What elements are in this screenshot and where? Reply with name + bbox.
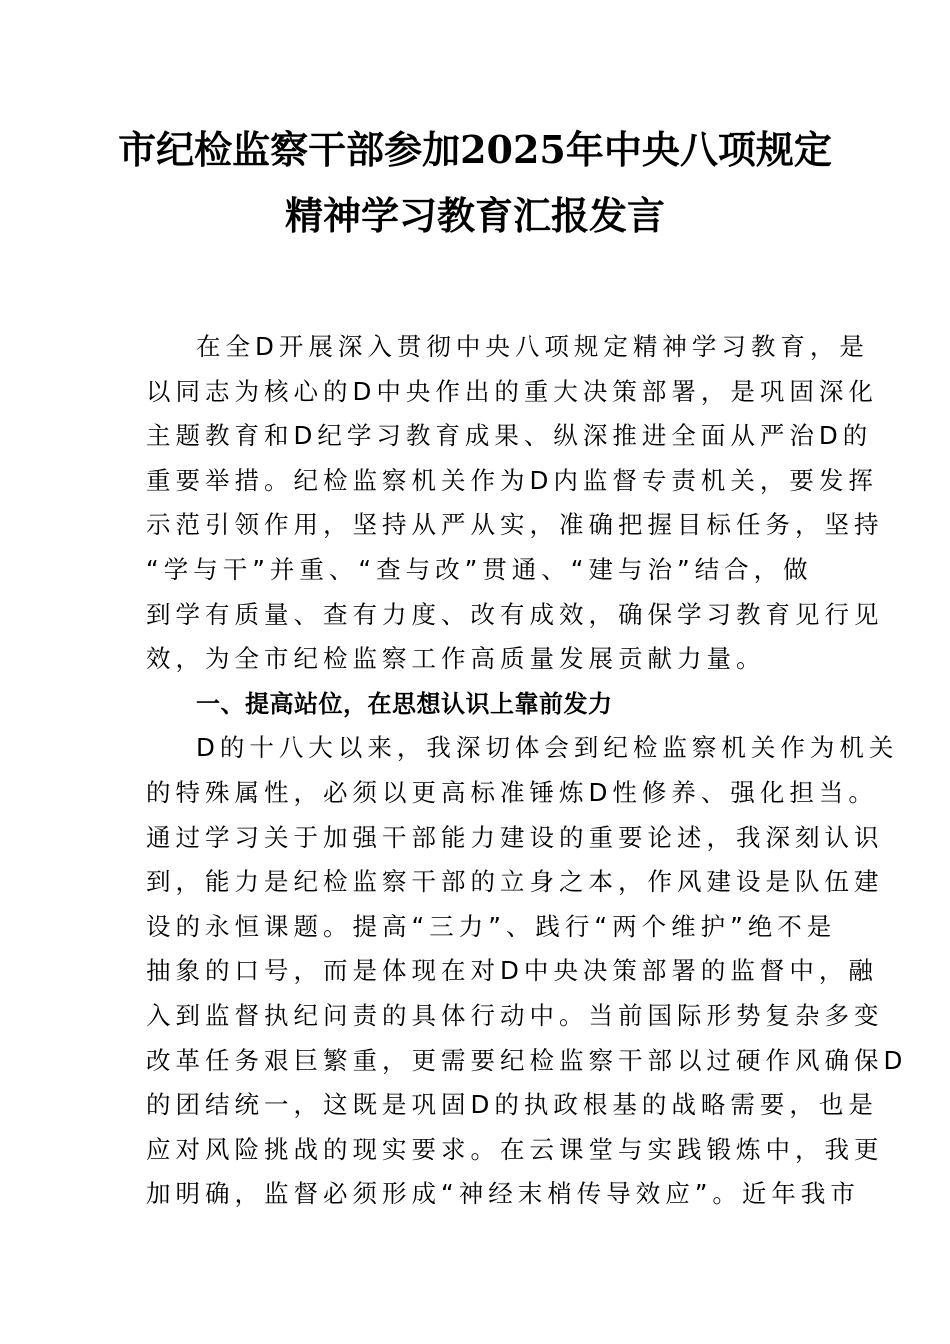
text-line: 的团结统一，这既是巩固D的执政根基的战略需要，也是 bbox=[146, 1090, 878, 1120]
text-line: 抽象的口号，而是体现在对D中央决策部署的监督中，融 bbox=[146, 956, 878, 986]
text-line: D的十八大以来，我深切体会到纪检监察机关作为机关 bbox=[196, 733, 899, 763]
text-line: 到学有质量、查有力度、改有成效，确保学习教育见行见 bbox=[146, 599, 884, 629]
text-line: 通过学习关于加强干部能力建设的重要论述，我深刻认识 bbox=[146, 822, 884, 852]
text-line: “学与干”并重、“查与改”贯通、“建与治”结合，做 bbox=[146, 554, 813, 584]
text-line: 效，为全市纪检监察工作高质量发展贡献力量。 bbox=[146, 644, 766, 674]
text-line: 以同志为核心的D中央作出的重大决策部署，是巩固深化 bbox=[146, 376, 878, 406]
text-line: 重要举措。纪检监察机关作为D内监督专责机关，要发挥 bbox=[146, 465, 878, 495]
text-line: 改革任务艰巨繁重，更需要纪检监察干部以过硬作风确保D bbox=[146, 1045, 908, 1075]
document-title bbox=[0, 117, 950, 249]
text-line: 入到监督执纪问责的具体行动中。当前国际形势复杂多变 bbox=[146, 1000, 884, 1030]
text-line: 主题教育和D纪学习教育成果、纵深推进全面从严治D的 bbox=[146, 421, 873, 451]
document-body bbox=[146, 325, 908, 1217]
title-line-1: 市纪检监察干部参加2025年中央八项规定 bbox=[118, 127, 832, 172]
text-line: 设的永恒课题。提高“三力”、践行“两个维护”绝不是 bbox=[146, 911, 837, 941]
section-heading: 一、提高站位，在思想认识上靠前发力 bbox=[196, 689, 613, 718]
text-line: 加明确，监督必须形成“神经末梢传导效应”。近年我市 bbox=[146, 1179, 860, 1209]
text-line: 到，能力是纪检监察干部的立身之本，作风建设是队伍建 bbox=[146, 867, 884, 897]
text-line: 在全D开展深入贯彻中央八项规定精神学习教育，是 bbox=[196, 332, 869, 361]
text-line: 示范引领作用，坚持从严从实，准确把握目标任务，坚持 bbox=[146, 510, 884, 540]
text-line: 应对风险挑战的现实要求。在云课堂与实践锻炼中，我更 bbox=[146, 1134, 884, 1164]
title-line-2: 精神学习教育汇报发言 bbox=[284, 193, 665, 238]
text-line: 的特殊属性，必须以更高标准锤炼D性修养、强化担当。 bbox=[146, 777, 878, 807]
intro-paragraph bbox=[146, 325, 884, 682]
section-paragraph bbox=[146, 726, 908, 1217]
